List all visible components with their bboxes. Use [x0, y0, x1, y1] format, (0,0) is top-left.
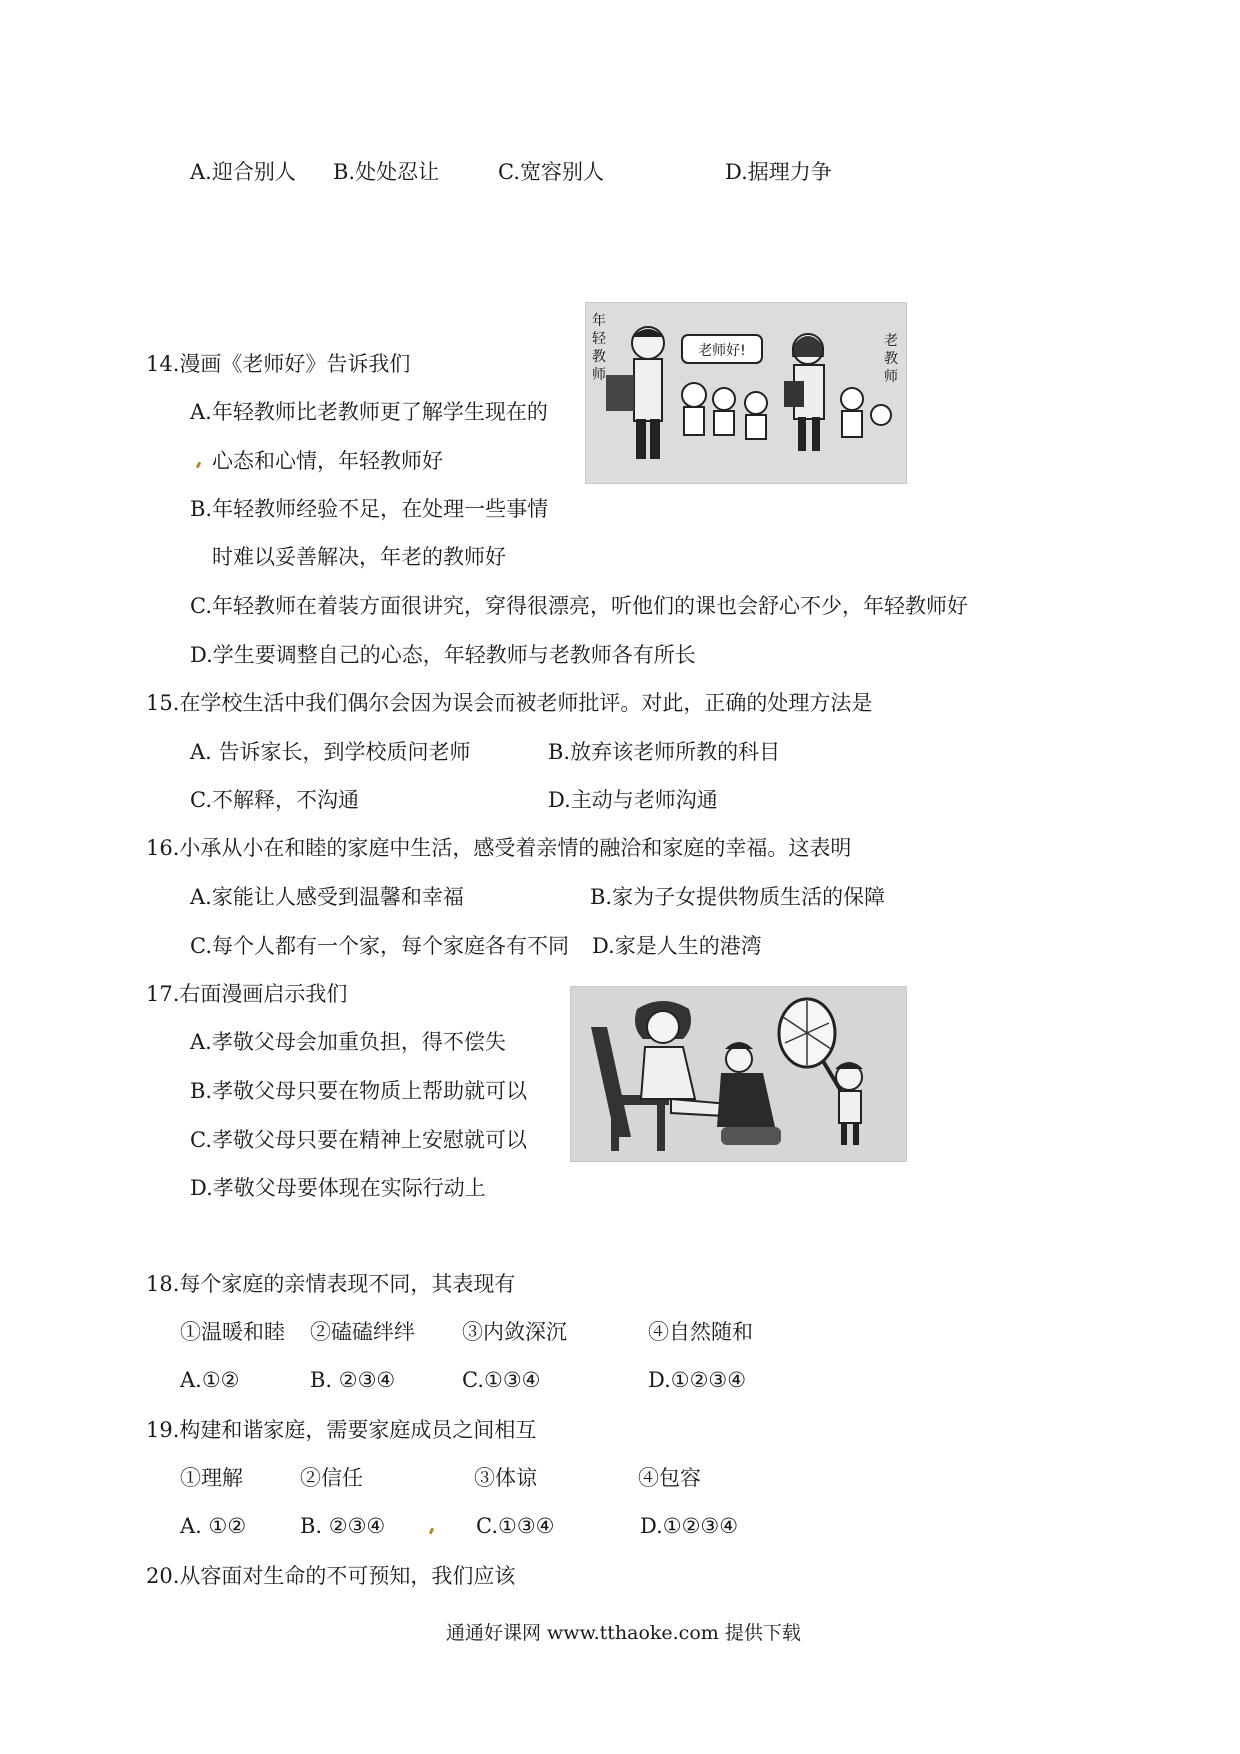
q16-option-b: B.家为子女提供物质生活的保障	[590, 885, 886, 909]
q18-item-3: ③内敛深沉	[462, 1320, 567, 1344]
q16-stem: 16.小承从小在和睦的家庭中生活，感受着亲情的融洽和家庭的幸福。这表明	[146, 836, 852, 860]
q18-item-4: ④自然随和	[648, 1320, 753, 1344]
q19-item-2: ②信任	[300, 1466, 363, 1490]
q19-option-c: C.①③④	[476, 1514, 555, 1538]
q18-option-a: A.①②	[180, 1368, 240, 1392]
q14-option-a-line2: 心态和心情，年轻教师好	[212, 449, 443, 473]
q14-stem: 14.漫画《老师好》告诉我们	[146, 352, 411, 376]
q18-item-2: ②磕磕绊绊	[310, 1320, 415, 1344]
q17-stem: 17.右面漫画启示我们	[146, 982, 348, 1006]
q14-option-b-line1: B.年轻教师经验不足，在处理一些事情	[190, 497, 549, 521]
q17-option-d: D.孝敬父母要体现在实际行动上	[190, 1176, 486, 1200]
q17-option-c: C.孝敬父母只要在精神上安慰就可以	[190, 1128, 527, 1152]
q19-item-1: ①理解	[180, 1466, 243, 1490]
q16-option-a: A.家能让人感受到温馨和幸福	[190, 885, 464, 909]
q19-item-3: ③体谅	[474, 1466, 537, 1490]
young-teacher-label: 年轻教师	[592, 313, 606, 383]
q18-option-b: B. ②③④	[310, 1368, 396, 1392]
q15-option-d: D.主动与老师沟通	[548, 788, 718, 812]
q15-stem: 15.在学校生活中我们偶尔会因为误会而被老师批评。对此，正确的处理方法是	[146, 691, 873, 715]
q15-option-c: C.不解释，不沟通	[190, 788, 359, 812]
speech-bubble-text: 老师好!	[698, 343, 746, 359]
q19-item-4: ④包容	[638, 1466, 701, 1490]
q13-option-d: D.据理力争	[725, 160, 832, 184]
footer-download-note: 通通好课网 www.tthaoke.com 提供下载	[446, 1622, 801, 1644]
q16-option-c: C.每个人都有一个家，每个家庭各有不同	[190, 934, 569, 958]
q19-stem: 19.构建和谐家庭，需要家庭成员之间相互	[146, 1418, 537, 1442]
q18-stem: 18.每个家庭的亲情表现不同，其表现有	[146, 1272, 516, 1296]
q14-option-b-line2: 时难以妥善解决，年老的教师好	[212, 545, 506, 569]
q17-option-a: A.孝敬父母会加重负担，得不偿失	[190, 1030, 506, 1054]
q20-stem: 20.从容面对生命的不可预知，我们应该	[146, 1564, 516, 1588]
filial-piety-cartoon-image	[570, 986, 907, 1162]
q17-option-b: B.孝敬父母只要在物质上帮助就可以	[190, 1079, 528, 1103]
q15-option-a: A. 告诉家长，到学校质问老师	[190, 740, 471, 764]
q16-option-d: D.家是人生的港湾	[592, 934, 762, 958]
q18-option-c: C.①③④	[462, 1368, 541, 1392]
q18-item-1: ①温暖和睦	[180, 1320, 285, 1344]
q19-option-d: D.①②③④	[640, 1514, 739, 1538]
filial-piety-cartoon-drawing	[571, 987, 906, 1161]
old-teacher-label: 老教师	[884, 333, 898, 385]
q19-option-b: B. ②③④	[300, 1514, 386, 1538]
q13-option-b: B.处处忍让	[333, 160, 440, 184]
q15-option-b: B.放弃该老师所教的科目	[548, 740, 781, 764]
q19-option-a: A. ①②	[180, 1514, 247, 1538]
scan-speck	[429, 1528, 434, 1535]
q14-option-c: C.年轻教师在着装方面很讲究，穿得很漂亮，听他们的课也会舒心不少，年轻教师好	[190, 594, 968, 618]
q13-option-c: C.宽容别人	[498, 160, 604, 184]
q14-option-d: D.学生要调整自己的心态，年轻教师与老教师各有所长	[190, 643, 696, 667]
teacher-cartoon-image	[585, 302, 907, 484]
teacher-cartoon-drawing	[586, 303, 906, 483]
scan-speck	[196, 462, 201, 469]
q14-option-a-line1: A.年轻教师比老教师更了解学生现在的	[190, 400, 548, 424]
q13-option-a: A.迎合别人	[190, 160, 296, 184]
q18-option-d: D.①②③④	[648, 1368, 747, 1392]
